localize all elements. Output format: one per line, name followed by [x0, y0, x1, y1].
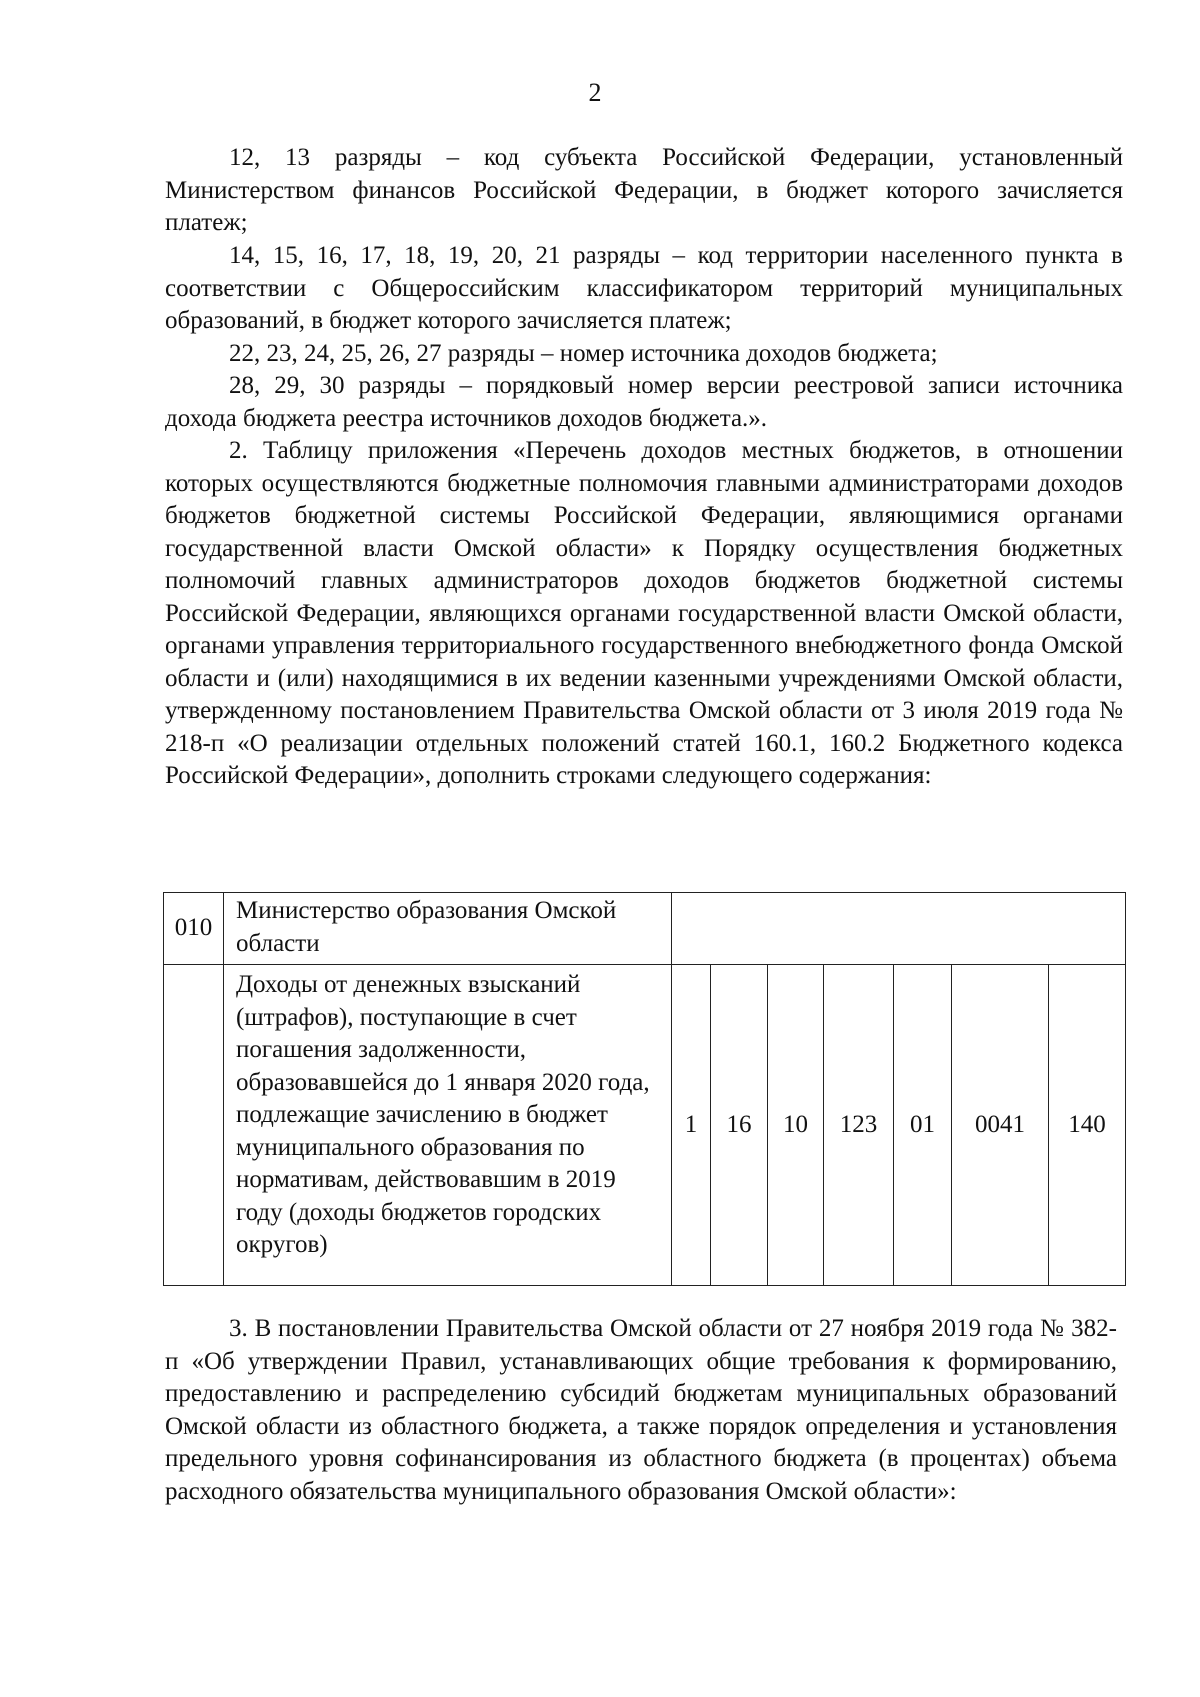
- paragraph-digits-14-21: 14, 15, 16, 17, 18, 19, 20, 21 разряды – код территории населенного пункта в соответствии с Общероссийским классификатором территорий муниципальных образований, в бюджет которого зачисляется платеж;: [165, 242, 1123, 334]
- paragraph-digits-22-27: 22, 23, 24, 25, 26, 27 разряды – номер источника доходов бюджета;: [229, 340, 938, 367]
- admin-code-cell: 010: [164, 893, 224, 965]
- kbk-program-cell: 0041: [952, 965, 1049, 1286]
- revenue-table: [163, 892, 1126, 1286]
- paragraph-item-3: 3. В постановлении Правительства Омской области от 27 ноября 2019 года № 382-п «Об утверждении Правил, устанавливающих общие требования к формированию, предоставлению и распределению субсидий бюджетам муниципальных образований Омской области из областного бюджета, а также порядок определения и установления предельного уровня софинансирования из областного бюджета (в процентах) объема расходного обязательства муниципального образования Омской области»:: [165, 1315, 1117, 1505]
- empty-code-cell: [164, 965, 224, 1286]
- paragraph-digits-28-30: 28, 29, 30 разряды – порядковый номер версии реестровой записи источника дохода бюджета реестра источников доходов бюджета.».: [165, 372, 1123, 432]
- admin-empty-cell: [672, 893, 1126, 965]
- kbk-subgroup-cell: 16: [711, 965, 768, 1286]
- kbk-element-cell: 01: [894, 965, 952, 1286]
- revenue-name-cell: Доходы от денежных взысканий (штрафов), поступающие в счет погашения задолженности, образовавшейся до 1 января 2020 года, подлежащие зачислению в бюджет муниципального образования по нормативам, действовавшим в 2019 году (доходы бюджетов городских округов): [224, 965, 672, 1286]
- kbk-subarticle-cell: 123: [824, 965, 894, 1286]
- kbk-article-cell: 10: [768, 965, 824, 1286]
- paragraph-item-2: 2. Таблицу приложения «Перечень доходов местных бюджетов, в отношении которых осуществляются бюджетные полномочия главными администраторами доходов бюджетов бюджетной системы Российской Федерации, являющимися органами государственной власти Омской области» к Порядку осуществления бюджетных полномочий главных администраторов доходов бюджетов бюджетной системы Российской Федерации, являющихся органами государственной власти Омской области, органами управления территориального государственного внебюджетного фонда Омской области и (или) находящимися в их ведении казенными учреждениями Омской области, утвержденному постановлением Правительства Омской области от 3 июля 2019 года № 218-п «О реализации отдельных положений статей 160.1, 160.2 Бюджетного кодекса Российской Федерации», дополнить строками следующего содержания:: [165, 437, 1123, 789]
- kbk-group-cell: 1: [672, 965, 711, 1286]
- table-row: [164, 893, 1126, 965]
- paragraph-digits-12-13: 12, 13 разряды – код субъекта Российской Федерации, установленный Министерством финансов Российской Федерации, в бюджет которого зачисляется платеж;: [165, 144, 1123, 236]
- table-row: [164, 965, 1126, 1286]
- admin-name-cell: Министерство образования Омской области: [224, 893, 672, 965]
- page-number: 2: [588, 78, 602, 107]
- kbk-economic-cell: 140: [1049, 965, 1126, 1286]
